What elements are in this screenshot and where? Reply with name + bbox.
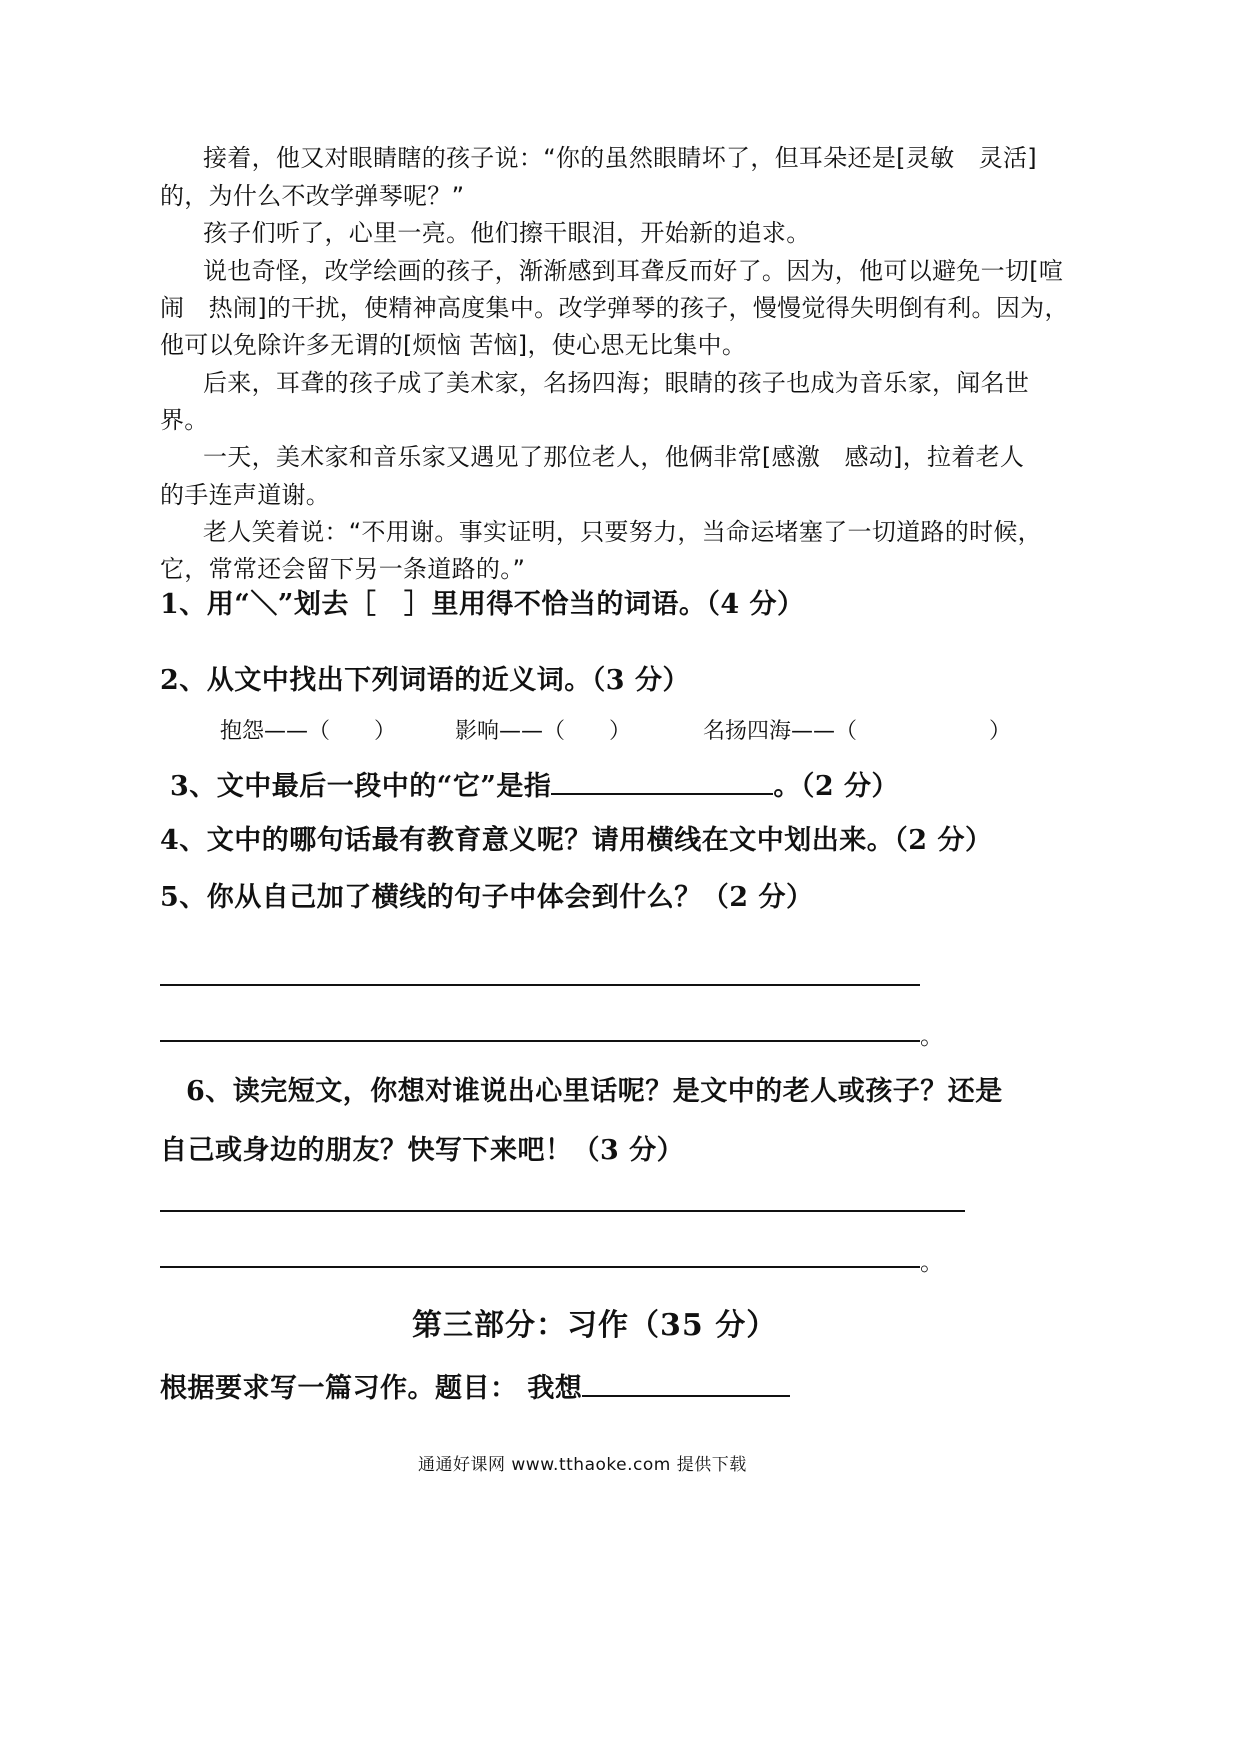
question-4: 4、文中的哪句话最有教育意义呢？请用横线在文中划出来。（2 分） (160, 825, 993, 856)
question-2: 2、从文中找出下列词语的近义词。（3 分） (160, 665, 690, 696)
passage-line: 说也奇怪，改学绘画的孩子，渐渐感到耳聋反而好了。因为，他可以避免一切[喧 (203, 257, 1064, 285)
passage-line: 后来，耳聋的孩子成了美术家，名扬四海；眼睛的孩子也成为音乐家，闻名世 (203, 369, 1030, 397)
title-blank[interactable] (582, 1371, 790, 1397)
question-6-line-2: 自己或身边的朋友？快写下来吧！（3 分） (160, 1135, 685, 1166)
passage-line: 它，常常还会留下另一条道路的。” (160, 555, 526, 583)
question-6-line-1: 6、读完短文，你想对谁说出心里话呢？是文中的老人或孩子？还是 (186, 1076, 1003, 1107)
passage-line: 他可以免除许多无谓的[烦恼 苦恼]，使心思无比集中。 (160, 331, 747, 359)
period-mark: 。 (920, 1022, 945, 1050)
passage-line: 的手连声道谢。 (160, 481, 331, 509)
synonym-item-3: 名扬四海——（ ） (703, 719, 1012, 744)
question-3-score: 。（2 分） (773, 771, 900, 802)
answer-line[interactable] (160, 1040, 920, 1042)
passage-line: 接着，他又对眼睛瞎的孩子说：“你的虽然眼睛坏了，但耳朵还是[灵敏 灵活] (203, 144, 1037, 172)
answer-line[interactable] (160, 1266, 920, 1268)
question-3 (170, 769, 899, 800)
answer-line[interactable] (160, 1210, 965, 1212)
synonym-item-2: 影响——（ ） (455, 719, 632, 744)
section-heading: 第三部分：习作（35 分） (412, 1308, 778, 1343)
period-mark: 。 (920, 1248, 945, 1276)
passage-line: 孩子们听了，心里一亮。他们擦干眼泪，开始新的追求。 (203, 219, 811, 247)
question-5: 5、你从自己加了横线的句子中体会到什么？（2 分） (160, 882, 814, 913)
answer-line[interactable] (160, 984, 920, 986)
synonym-item-1: 抱怨——（ ） (220, 719, 397, 744)
passage-line: 的，为什么不改学弹琴呢？” (160, 182, 465, 210)
passage-line: 老人笑着说：“不用谢。事实证明，只要努力，当命运堵塞了一切道路的时候， (203, 518, 1042, 546)
passage-line: 界。 (160, 406, 209, 434)
answer-blank[interactable] (551, 769, 773, 795)
passage-line: 一天，美术家和音乐家又遇见了那位老人，他俩非常[感激 感动]，拉着老人 (203, 443, 1025, 471)
footer-credit: 通通好课网 www.tthaoke.com 提供下载 (418, 1455, 747, 1475)
passage-line: 闹 热闹]的干扰，使精神高度集中。改学弹琴的孩子，慢慢觉得失明倒有利。因为， (160, 294, 1069, 322)
composition-prompt (160, 1371, 790, 1402)
composition-prompt-text: 根据要求写一篇习作。题目： 我想 (160, 1373, 583, 1404)
question-3-text: 3、文中最后一段中的“它”是指 (170, 771, 552, 802)
question-1: 1、用“＼”划去［ ］里用得不恰当的词语。（4 分） (160, 589, 805, 620)
